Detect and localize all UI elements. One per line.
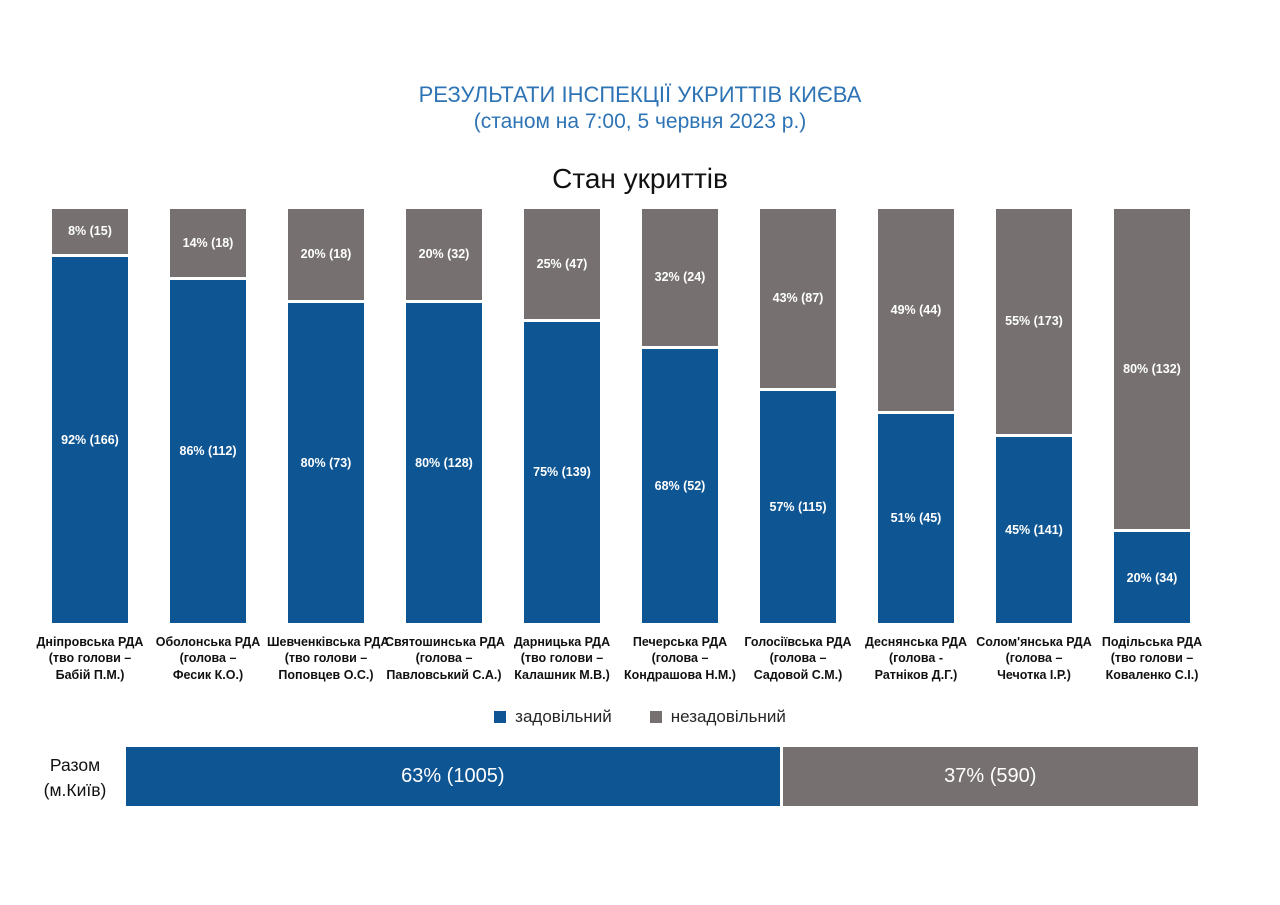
segment-unsatisfactory — [170, 209, 246, 277]
satisfactory-value-label: 80% (128) — [415, 455, 473, 470]
legend-item-unsatisfactory — [650, 707, 786, 727]
unsatisfactory-value-label: 8% (15) — [68, 224, 112, 239]
segment-unsatisfactory — [524, 209, 600, 319]
district-bar — [642, 209, 718, 623]
unsatisfactory-value-label: 32% (24) — [654, 270, 706, 285]
chart-title: Стан укриттів — [552, 163, 728, 194]
district-name: Оболонська РДА — [155, 635, 261, 649]
district-bar — [996, 209, 1072, 623]
unsatisfactory-value-label: 20% (18) — [300, 247, 352, 262]
district-name: Солом'янська РДА — [976, 635, 1092, 649]
district-head-line1: (голова – — [179, 651, 237, 666]
district-label — [1093, 634, 1211, 683]
unsatisfactory-swatch-icon — [650, 711, 662, 723]
district-bar — [524, 209, 600, 623]
unsatisfactory-value-label: 43% (87) — [772, 291, 824, 306]
district-head-line1: (голова – — [651, 651, 709, 666]
district-head-line2: Бабій П.М.) — [55, 667, 125, 682]
segment-satisfactory — [524, 322, 600, 623]
bar-cell — [975, 209, 1093, 623]
district-label — [149, 634, 267, 683]
district-label — [503, 634, 621, 683]
total-segment-unsatisfactory — [783, 747, 1198, 806]
district-label — [739, 634, 857, 683]
district-head-line1: (голова – — [1005, 651, 1063, 666]
satisfactory-value-label: 57% (115) — [769, 499, 827, 514]
legend-item-satisfactory — [494, 707, 612, 727]
district-bar — [878, 209, 954, 623]
segment-unsatisfactory — [760, 209, 836, 388]
bars-row — [31, 209, 1211, 623]
bar-cell — [857, 209, 975, 623]
segment-satisfactory — [878, 414, 954, 623]
district-label — [857, 634, 975, 683]
district-head-line2: Кондрашова Н.М.) — [624, 667, 736, 682]
satisfactory-value-label: 20% (34) — [1126, 570, 1178, 585]
satisfactory-value-label: 45% (141) — [1005, 522, 1063, 537]
district-label — [31, 634, 149, 683]
total-bar — [126, 747, 1198, 806]
page-title: РЕЗУЛЬТАТИ ІНСПЕКЦІЇ УКРИТТІВ КИЄВА — [418, 82, 862, 107]
segment-unsatisfactory — [996, 209, 1072, 434]
unsatisfactory-value-label: 80% (132) — [1123, 362, 1181, 377]
district-bar — [170, 209, 246, 623]
district-head-line2: Садовой С.М.) — [753, 667, 843, 682]
satisfactory-value-label: 80% (73) — [300, 455, 352, 470]
district-head-line2: Фесик К.О.) — [172, 667, 244, 682]
district-head-line1: (тво голови – — [1110, 651, 1194, 666]
district-label — [385, 634, 503, 683]
district-bar — [52, 209, 128, 623]
bar-cell — [739, 209, 857, 623]
unsatisfactory-value-label: 25% (47) — [536, 256, 588, 271]
district-head-line1: (тво голови – — [48, 651, 132, 666]
total-segment-satisfactory — [126, 747, 780, 806]
segment-unsatisfactory — [1114, 209, 1190, 529]
total-satisfactory-value-label: 63% (1005) — [401, 765, 505, 787]
district-name: Святошинська РДА — [385, 635, 505, 649]
unsatisfactory-value-label: 49% (44) — [890, 302, 942, 317]
district-labels-row — [31, 634, 1211, 683]
segment-satisfactory — [288, 303, 364, 623]
total-row-label-line1: Разом — [49, 755, 101, 775]
unsatisfactory-value-label: 20% (32) — [418, 247, 470, 262]
district-head-line1: (голова - — [888, 651, 944, 666]
district-head-line1: (тво голови – — [284, 651, 368, 666]
segment-satisfactory — [1114, 532, 1190, 623]
district-label — [267, 634, 390, 683]
district-head-line2: Чечотка І.Р.) — [997, 667, 1071, 682]
bar-cell — [621, 209, 739, 623]
district-head-line2: Коваленко С.І.) — [1105, 667, 1199, 682]
district-bar — [1114, 209, 1190, 623]
segment-satisfactory — [760, 391, 836, 623]
bar-cell — [31, 209, 149, 623]
district-name: Дніпровська РДА — [36, 635, 144, 649]
district-head-line2: Калашник М.В.) — [514, 667, 610, 682]
district-name: Голосіївська РДА — [744, 635, 852, 649]
unsatisfactory-value-label: 14% (18) — [182, 235, 234, 250]
total-row-label-line2: (м.Київ) — [43, 779, 107, 800]
satisfactory-value-label: 51% (45) — [890, 511, 942, 526]
district-head-line2: Ратніков Д.Г.) — [874, 667, 958, 682]
district-head-line1: (голова – — [415, 651, 473, 666]
segment-unsatisfactory — [52, 209, 128, 254]
district-head-line1: (голова – — [769, 651, 827, 666]
district-name: Деснянська РДА — [865, 635, 967, 649]
segment-satisfactory — [996, 437, 1072, 623]
bar-cell — [503, 209, 621, 623]
district-bar — [406, 209, 482, 623]
district-label — [975, 634, 1093, 683]
page-subtitle: (станом на 7:00, 5 червня 2023 р.) — [473, 110, 807, 133]
satisfactory-value-label: 68% (52) — [654, 478, 706, 493]
segment-unsatisfactory — [288, 209, 364, 300]
legend — [0, 704, 1280, 730]
satisfactory-swatch-icon — [494, 711, 506, 723]
segment-satisfactory — [406, 303, 482, 623]
segment-satisfactory — [642, 349, 718, 623]
district-bar — [760, 209, 836, 623]
district-name: Подільська РДА — [1101, 635, 1203, 649]
segment-satisfactory — [170, 280, 246, 623]
segment-unsatisfactory — [878, 209, 954, 411]
district-head-line1: (тво голови – — [520, 651, 604, 666]
satisfactory-value-label: 86% (112) — [179, 444, 237, 459]
district-name: Печерська РДА — [632, 635, 728, 649]
bar-cell — [149, 209, 267, 623]
district-name: Шевченківська РДА — [267, 635, 390, 649]
bar-cell — [1093, 209, 1211, 623]
district-head-line2: Поповцев О.С.) — [278, 667, 374, 682]
total-unsatisfactory-value-label: 37% (590) — [944, 765, 1037, 787]
district-name: Дарницька РДА — [513, 635, 611, 649]
legend-label-satisfactory: задовільний — [515, 707, 612, 726]
total-row-label — [26, 753, 124, 802]
district-head-line2: Павловський С.А.) — [386, 667, 502, 682]
satisfactory-value-label: 75% (139) — [533, 465, 591, 480]
segment-satisfactory — [52, 257, 128, 623]
bar-cell — [385, 209, 503, 623]
legend-label-unsatisfactory: незадовільний — [670, 707, 786, 726]
unsatisfactory-value-label: 55% (173) — [1005, 314, 1063, 329]
segment-unsatisfactory — [406, 209, 482, 300]
bar-cell — [267, 209, 385, 623]
district-bar — [288, 209, 364, 623]
district-label — [621, 634, 739, 683]
satisfactory-value-label: 92% (166) — [61, 432, 119, 447]
segment-unsatisfactory — [642, 209, 718, 346]
